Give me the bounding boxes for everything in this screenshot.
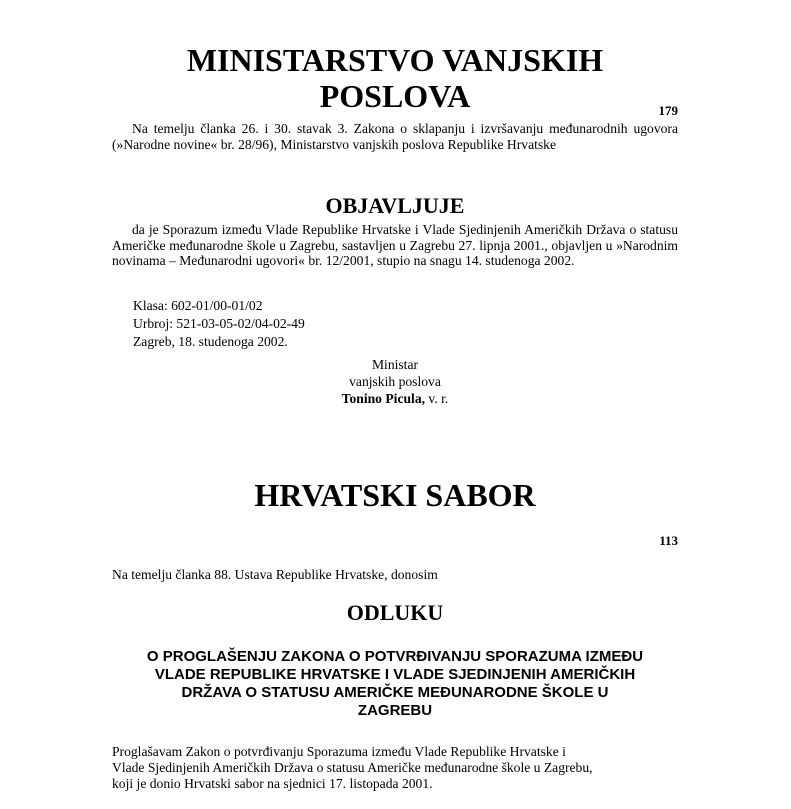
body-line: koji je donio Hrvatski sabor na sjednici 17. listopada 2001.: [112, 776, 433, 791]
body-paragraph: da je Sporazum između Vlade Republike Hrvatske i Vlade Sjedinjenih Američkih Država o statusu Američke međunarodne škole u Zagrebu, sastavljen u Zagrebu 27. lipnja 2001., objavljen u »Narodnim novinama – Međunarodni ugovori« br. 12/2001, stupio na snagu 14. studenoga 2002.: [112, 222, 678, 268]
decision-title-line: VLADE REPUBLIKE HRVATSKE I VLADE SJEDINJENIH AMERIČKIH: [154, 666, 636, 683]
intro-paragraph: Na temelju članka 26. i 30. stavak 3. Zakona o sklapanju i izvršavanju međunarodnih ugovora (»Narodne novine« br. 28/96), Ministarstvo vanjskih poslova Republike Hrvatske: [112, 121, 678, 152]
document-number: 179: [658, 103, 678, 118]
intro-paragraph-2: Na temelju članka 88. Ustava Republike Hrvatske, donosim: [112, 567, 438, 582]
decision-title-line: DRŽAVA O STATUSU AMERIČKE MEĐUNARODNE ŠKOLE U: [181, 684, 609, 701]
klasa-line: Klasa: 602-01/00-01/02: [133, 298, 263, 313]
signature-department: vanjskih poslova: [349, 374, 441, 389]
signature-title: Ministar: [371, 357, 419, 372]
subheading-odluku: ODLUKU: [346, 600, 444, 625]
date-line: Zagreb, 18. studenoga 2002.: [133, 334, 288, 349]
subheading-objavljuje: OBJAVLJUJE: [325, 193, 465, 218]
section-heading-sabor: HRVATSKI SABOR: [254, 477, 536, 513]
body-line: Proglašavam Zakon o potvrđivanju Sporazuma između Vlade Republike Hrvatske i: [112, 744, 566, 759]
document-number-2: 113: [659, 533, 678, 548]
signature-suffix: v. r.: [425, 391, 449, 406]
signature-name-line: [112, 391, 678, 407]
decision-title-line: O PROGLAŠENJU ZAKONA O POTVRĐIVANJU SPORAZUMA IZMEĐU: [146, 648, 644, 665]
urbroj-line: Urbroj: 521-03-05-02/04-02-49: [133, 316, 305, 331]
decision-title-line: ZAGREBU: [357, 702, 433, 719]
section-heading-ministry: MINISTARSTVO VANJSKIH POSLOVA: [186, 42, 604, 114]
body-line: Vlade Sjedinjenih Američkih Država o statusu Američke međunarodne škole u Zagrebu,: [112, 760, 593, 775]
signatory-name: Tonino Picula,: [341, 391, 426, 406]
